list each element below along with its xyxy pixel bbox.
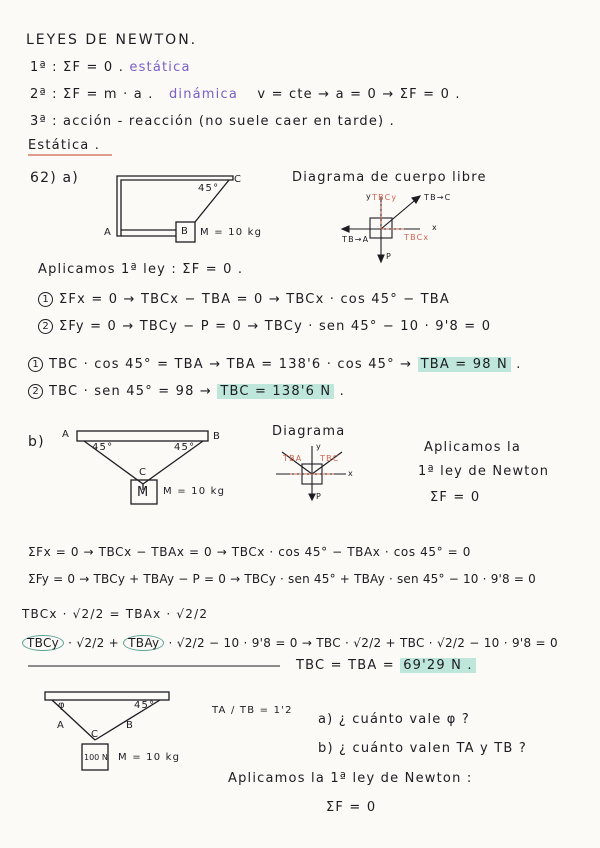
point-a-label: A <box>57 720 66 731</box>
result-highlight: TBC = 138'6 N <box>217 384 334 399</box>
eq-number: 2 <box>28 384 43 399</box>
angle-left-label: 45° <box>92 442 114 453</box>
law-1 <box>30 60 191 75</box>
res-text: TBC · sen 45° = 98 → <box>49 384 213 399</box>
eq-text: · √2/2 + <box>68 636 120 650</box>
res-62-2: 2 TBC · sen 45° = 98 → TBC = 138'6 N . <box>28 384 345 399</box>
fbd-b-x: x <box>348 469 354 478</box>
res-text: TBC · cos 45° = TBA → TBA = 138'6 · cos 45° → <box>49 357 413 372</box>
eq-number: 1 <box>38 292 53 307</box>
question-a: a) ¿ cuánto vale φ ? <box>318 712 470 727</box>
law-2-text: 2ª : ΣF = m · a . <box>30 87 154 102</box>
law-note-1: Aplicamos la <box>424 440 521 455</box>
fbd-title: Diagrama de cuerpo libre <box>292 170 487 185</box>
law-1-text: 1ª : ΣF = 0 . <box>30 60 125 75</box>
fbd-62a <box>342 196 420 262</box>
mass-label: M = 10 kg <box>200 227 263 238</box>
eq-text: ΣFx = 0 → TBCx − TBA = 0 → TBCx · cos 45° − TBA <box>59 292 451 307</box>
point-b-label: B <box>213 431 222 442</box>
fbd-b-tba: TBA <box>283 454 303 463</box>
fbd-p: P <box>386 252 393 261</box>
point-b-label: B <box>181 226 190 237</box>
point-a-label: A <box>62 429 71 440</box>
result-highlight: 69'29 N . <box>400 658 476 673</box>
eq-b-4 <box>22 636 558 650</box>
page-title: LEYES DE NEWTON. <box>26 32 198 48</box>
point-c-label: C <box>139 467 148 478</box>
question-b: b) ¿ cuánto valen TA y TB ? <box>318 741 527 756</box>
result-highlight: TBA = 98 N <box>418 357 511 372</box>
law-3: 3ª : acción - reacción (no suele caer en tarde) . <box>30 114 395 129</box>
eq-number: 1 <box>28 357 43 372</box>
angle-label: 45° <box>134 700 156 711</box>
point-b-label: B <box>126 720 135 731</box>
box-m-label: M <box>137 485 150 500</box>
problem-b-label: b) <box>28 434 45 450</box>
eq-62-2 <box>38 319 491 334</box>
apply-law-c: Aplicamos la 1ª ley de Newton : <box>228 771 473 786</box>
fbd-tbcx: TBCx <box>404 233 430 242</box>
ratio-label: TA / TB = 1'2 <box>212 705 293 716</box>
eq-text: ΣFy = 0 → TBCy − P = 0 → TBCy · sen 45° − 10 · 9'8 = 0 <box>59 319 492 334</box>
point-a-label: A <box>104 227 113 238</box>
law-note-3: ΣF = 0 <box>430 490 481 505</box>
fbd-x: x <box>432 223 438 232</box>
law-note-2: 1ª ley de Newton <box>418 464 550 479</box>
res-b <box>296 658 476 673</box>
fbd-b-title: Diagrama <box>272 424 346 439</box>
circled-term: TBCy <box>22 635 64 651</box>
apply-law-62: Aplicamos 1ª ley : ΣF = 0 . <box>38 262 244 277</box>
fbd-tbc: TB→C <box>424 193 452 202</box>
angle-label: 45° <box>198 183 220 194</box>
eq-b-1: ΣFx = 0 → TBCx − TBAx = 0 → TBCx · cos 45° − TBAx · cos 45° = 0 <box>28 545 471 559</box>
point-c-label: C <box>234 174 243 185</box>
section-heading: Estática . <box>28 138 101 153</box>
box-weight-label: 100 N <box>84 753 108 762</box>
eq-b-2: ΣFy = 0 → TBCy + TBAy − P = 0 → TBCy · sen 45° + TBAy · sen 45° − 10 · 9'8 = 0 <box>28 572 536 586</box>
res-text: TBC = TBA = <box>296 658 395 673</box>
res-62-1: 1 TBC · cos 45° = TBA → TBA = 138'6 · cos 45° → TBA = 98 N . <box>28 357 522 372</box>
eq-62-1 <box>38 292 450 307</box>
phi-label: φ <box>58 700 66 711</box>
eq-number: 2 <box>38 319 53 334</box>
law-2-tag: dinámica <box>168 87 238 102</box>
fbd-tba: TB→A <box>342 235 370 244</box>
eq-b-3: TBCx · √2/2 = TBAx · √2/2 <box>22 607 209 621</box>
law-1-tag: estática <box>129 60 191 75</box>
fbd-b-p: P <box>316 492 323 501</box>
sum-forces: ΣF = 0 <box>326 800 377 815</box>
point-c-label: C <box>91 729 100 740</box>
fbd-b-y: y <box>316 442 322 451</box>
fbd-b-tbc: TBC <box>320 454 340 463</box>
circled-term: TBAy <box>123 635 164 651</box>
eq-text: · √2/2 − 10 · 9'8 = 0 → TBC · √2/2 + TBC · √2/2 − 10 · 9'8 = 0 <box>168 636 558 650</box>
law-2 <box>30 87 461 102</box>
fbd-tbcy: TBCy <box>372 193 398 202</box>
fbd-y: y <box>366 192 372 201</box>
angle-right-label: 45° <box>174 442 196 453</box>
law-2-note: v = cte → a = 0 → ΣF = 0 . <box>257 87 461 102</box>
mass-label: M = 10 kg <box>163 486 226 497</box>
mass-label: M = 10 kg <box>118 752 181 763</box>
problem-62-label: 62) a) <box>30 170 79 186</box>
